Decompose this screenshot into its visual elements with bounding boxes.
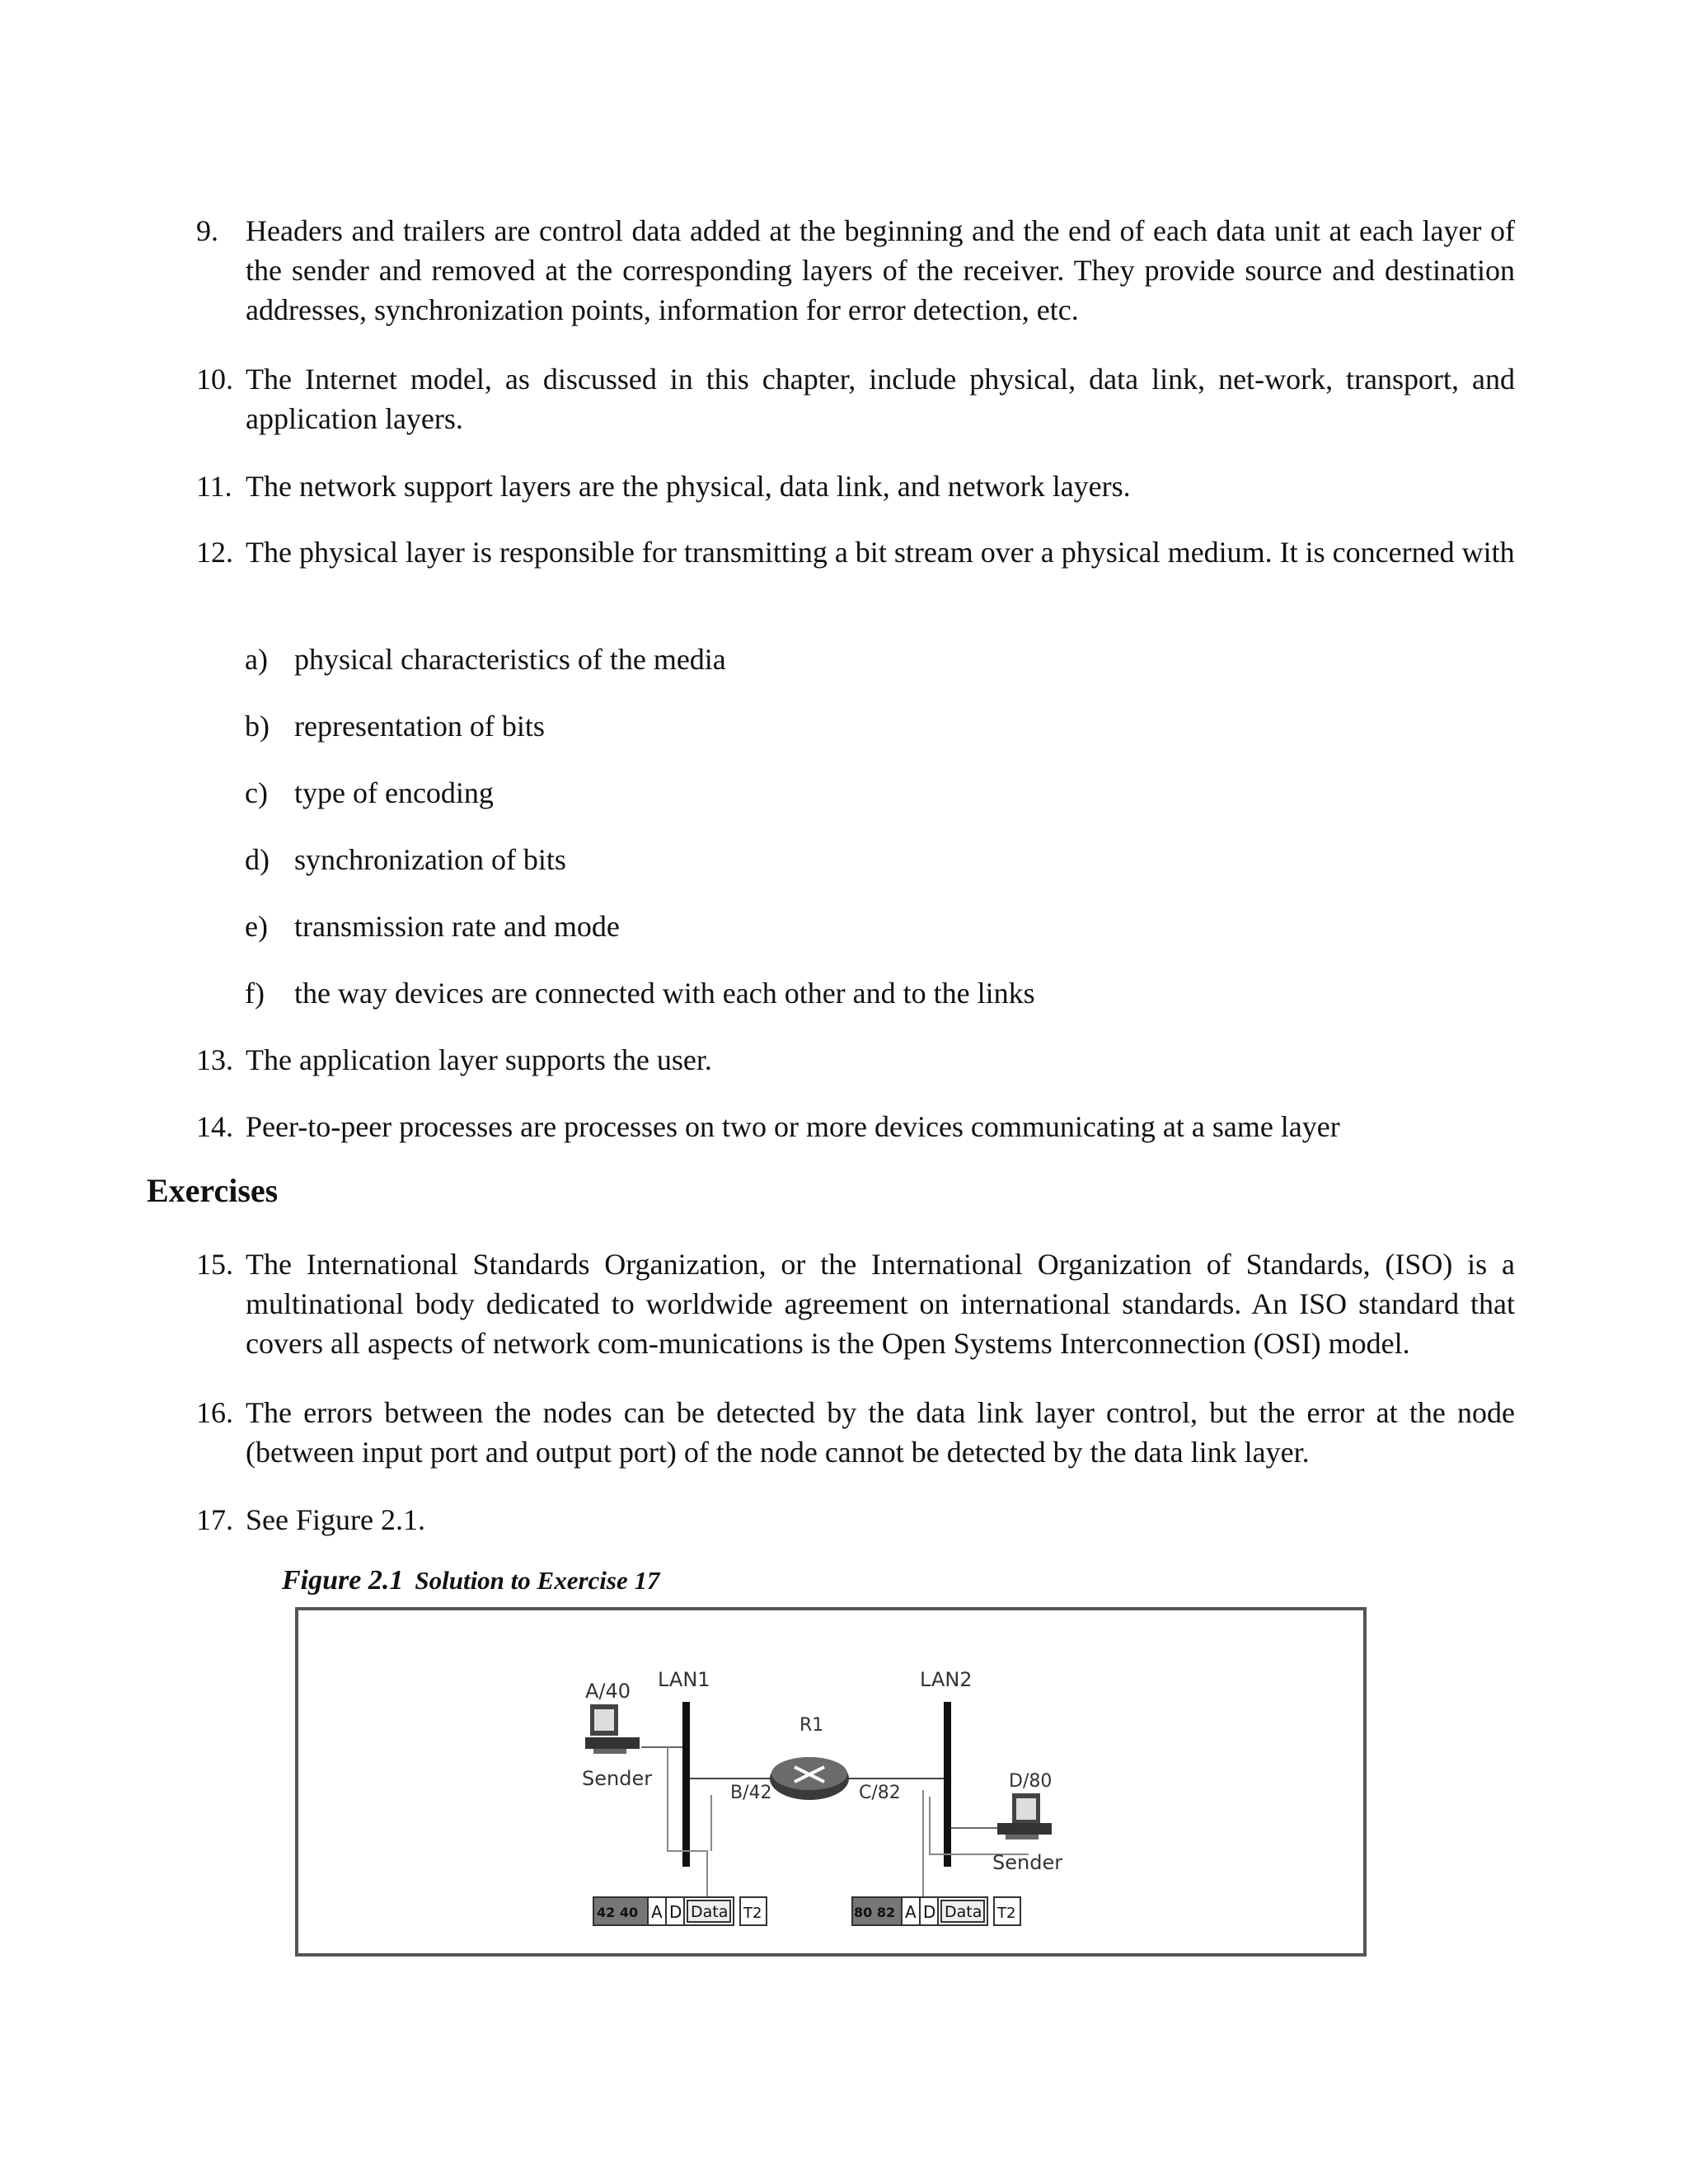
item-text: The Internet model, as discussed in this chapter, include physical, data link, net-work, transport, and application layers. [246,363,1515,435]
frame2 [852,1897,1020,1925]
frame1-addr: 42 40 [597,1905,639,1920]
c-label: C/82 [859,1783,901,1803]
sub-item-text: type of encoding [294,776,494,809]
section-heading: Exercises [147,1172,279,1209]
b-label: B/42 [730,1783,772,1803]
router-label: R1 [799,1715,824,1736]
frame2-data: Data [945,1903,982,1921]
figure-number: Figure 2.1 [282,1565,404,1596]
sender1-label: Sender [582,1767,653,1790]
sub-item-label: f) [245,977,265,1010]
item-number: 16. [196,1396,233,1429]
item-text: The errors between the nodes can be detected by the data link layer control, but the error at the node (between input port and output port) of the node cannot be detected by the data link layer. [246,1396,1515,1469]
item-number: 12. [196,536,233,569]
frame2-a: A [905,1902,917,1922]
host-d-label: D/80 [1009,1771,1053,1792]
figure-subcaption: Solution to Exercise 17 [415,1566,660,1595]
item-text: The application layer supports the user. [246,1043,712,1076]
sender2-label: Sender [992,1851,1063,1874]
lan2-bus [944,1702,951,1867]
sub-item-label: e) [245,910,268,943]
network-figure [295,1607,1367,1957]
sub-item-label: a) [245,643,268,676]
frame1-trailer: T2 [743,1905,762,1922]
item-number: 15. [196,1248,233,1281]
figure-caption [282,1563,659,1599]
lan2-label: LAN2 [920,1668,973,1691]
sub-item-text: physical characteristics of the media [294,643,726,676]
network-diagram [295,1607,1367,1957]
item-number: 11. [196,470,232,503]
frame2-addr: 80 82 [854,1905,896,1920]
item-number: 9. [196,214,218,247]
item-text: See Figure 2.1. [246,1503,425,1536]
sub-item-label: b) [245,710,270,743]
item-number: 14. [196,1110,233,1143]
item-text: The International Standards Organization, or the International Organization of Standards, (ISO) is a multinational body dedicated to worldwide agreement on international standards. An ISO standard that covers all aspects of network com-munications is the Open Systems Interconnection (OSI) model. [246,1248,1515,1360]
frame1-a: A [651,1902,663,1922]
frame1 [593,1897,767,1925]
frame2-d: D [923,1902,936,1922]
frame1-data: Data [691,1903,729,1921]
sub-item-text: transmission rate and mode [294,910,620,943]
item-text: Headers and trailers are control data added at the beginning and the end of each data unit at each layer of the sender and removed at the corresponding layers of the receiver. They provide source and destination addresses, synchronization points, information for error detection, etc. [246,214,1515,326]
item-number: 13. [196,1043,233,1076]
item-number: 17. [196,1503,233,1536]
item-text: Peer-to-peer processes are processes on two or more devices communicating at a same layer [246,1110,1340,1143]
sub-item-label: d) [245,843,270,876]
sub-item-text: representation of bits [294,710,545,743]
lan1-bus [682,1702,690,1867]
sub-item-text: synchronization of bits [294,843,566,876]
item-text: The network support layers are the physical, data link, and network layers. [246,470,1131,503]
sub-item-text: the way devices are connected with each other and to the links [294,977,1035,1010]
item-text: The physical layer is responsible for transmitting a bit stream over a physical medium. It is concerned with [246,536,1515,569]
frame1-d: D [669,1902,682,1922]
sub-item-label: c) [245,776,268,809]
host-a-label: A/40 [585,1680,631,1703]
item-number: 10. [196,363,233,396]
lan1-label: LAN1 [658,1668,710,1691]
frame2-trailer: T2 [997,1905,1016,1922]
